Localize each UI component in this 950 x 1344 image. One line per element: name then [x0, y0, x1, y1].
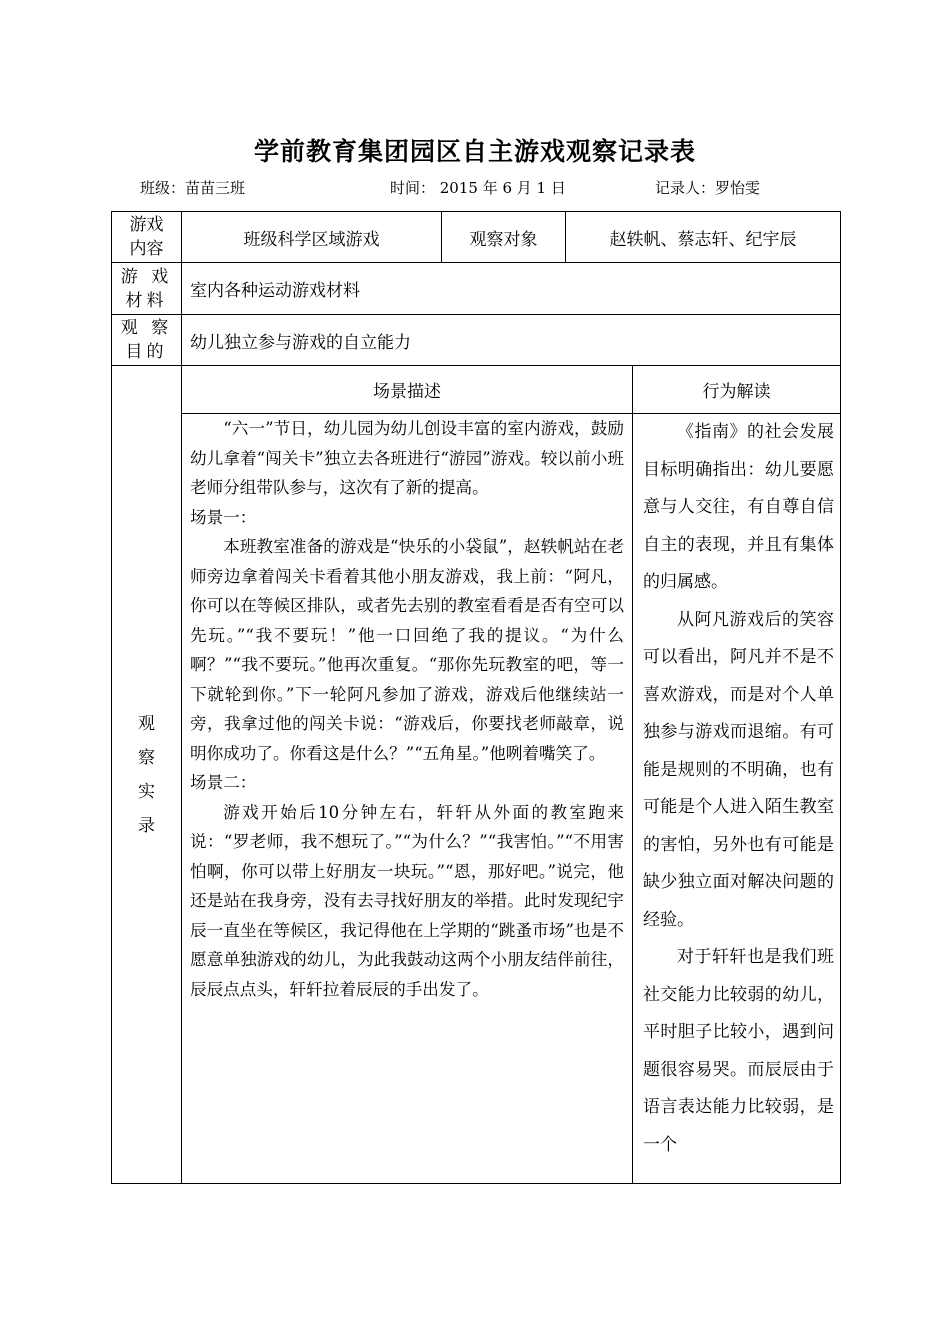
row-game-material — [112, 263, 841, 315]
page-title: 学前教育集团园区自主游戏观察记录表 — [253, 137, 696, 166]
row-record-content — [112, 414, 841, 1184]
scene2-title: 场景二： — [190, 773, 257, 792]
interpretation-paragraph-2: 从阿凡游戏后的笑容可以看出，阿凡并不是不喜欢游戏，而是对个人单独参与游戏而退缩。有可能是规则的不明确，也有可能是个人进入陌生教室的害怕，另外也有可能是缺少独立面对解决问题的经验。 — [643, 609, 834, 930]
game-content-label: 游戏 内容 — [112, 212, 182, 263]
interpretation-paragraph-3: 对于轩轩也是我们班社交能力比较弱的幼儿，平时胆子比较小，遇到问题很容易哭。而辰辰由于语言表达能力比较弱，是一个 — [643, 947, 834, 1155]
scene1-paragraph: 本班教室准备的游戏是“快乐的小袋鼠”，赵轶帆站在老师旁边拿着闯关卡看着其他小朋友游戏，我上前：“阿凡，你可以在等候区排队，或者先去别的教室看看是否有空可以先玩。”“我不要玩！”他一口回绝了我的提议。“为什么啊？”“我不要玩。”他再次重复。“那你先玩教室的吧，等一下就轮到你。”下一轮阿凡参加了游戏，游戏后他继续站一旁，我拿过他的闯关卡说：“游戏后，你要找老师敲章，说明你成功了。你看这是什么？”“五角星。”他咧着嘴笑了。 — [190, 537, 624, 763]
game-content-value: 班级科学区域游戏 — [182, 212, 442, 263]
row-record-headers — [112, 366, 841, 414]
observation-target-label: 观察对象 — [442, 212, 566, 263]
observation-record-table — [111, 211, 841, 1184]
scene-description-header: 场景描述 — [182, 366, 633, 414]
intro-paragraph: “六一”节日，幼儿园为幼儿创设丰富的室内游戏，鼓励幼儿拿着“闯关卡”独立去各班进行“游园”游戏。较以前小班老师分组带队参与，这次有了新的提高。 — [190, 419, 624, 497]
scene-description-content — [182, 414, 633, 1184]
observation-goal-value: 幼儿独立参与游戏的自立能力 — [182, 315, 841, 366]
scene2-paragraph: 游戏开始后10分钟左右，轩轩从外面的教室跑来说：“罗老师，我不想玩了。”“为什么？”“我害怕。”“不用害怕啊，你可以带上好朋友一块玩。”“恩，那好吧。”说完，他还是站在我身旁，没有去寻找好朋友的举措。此时发现纪宇辰一直坐在等候区，我记得他在上学期的“跳蚤市场”也是不愿意单独游戏的幼儿，为此我鼓动这两个小朋友结伴前往，辰辰点点头，轩轩拉着辰辰的手出发了。 — [190, 802, 624, 999]
class-label: 班级：苗苗三班 — [140, 179, 246, 197]
observation-goal-label: 观 察 目的 — [112, 315, 182, 366]
recorder-label: 记录人：罗怡雯 — [655, 179, 761, 197]
row-observation-goal — [112, 315, 841, 366]
row-game-content — [112, 212, 841, 263]
behavior-interpretation-header: 行为解读 — [633, 366, 841, 414]
game-material-label: 游 戏 材料 — [112, 263, 182, 315]
time-label: 时间： 2015 年 6 月 1 日 — [390, 179, 566, 197]
scene1-title: 场景一： — [190, 507, 257, 527]
observation-record-label: 观 察 实 录 — [112, 366, 182, 1184]
behavior-interpretation-content — [633, 414, 841, 1184]
interpretation-paragraph-1: 《指南》的社会发展目标明确指出：幼儿要愿意与人交往，有自尊自信自主的表现，并且有集体的归属感。 — [643, 422, 834, 592]
game-material-value: 室内各种运动游戏材料 — [182, 263, 841, 315]
observation-target-value: 赵轶帆、蔡志轩、纪宇辰 — [566, 212, 841, 263]
